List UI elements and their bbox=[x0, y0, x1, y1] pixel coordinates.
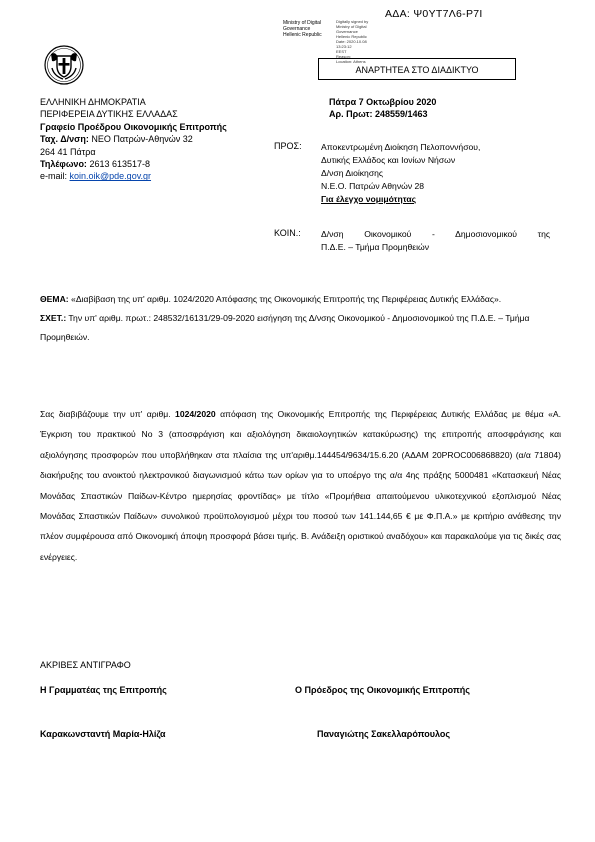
subject-block bbox=[40, 290, 561, 347]
ada-code: ΑΔΑ: Ψ0ΥΤ7Λ6-Ρ7Ι bbox=[385, 8, 483, 20]
country-name: ΕΛΛΗΝΙΚΗ ΔΗΜΟΚΡΑΤΙΑ bbox=[40, 97, 146, 107]
recipient-to-block bbox=[321, 141, 553, 206]
date-block bbox=[329, 96, 436, 121]
signature-detail: Reason: bbox=[336, 54, 351, 59]
signature-detail: 13:23:12 bbox=[336, 44, 352, 49]
cc-label: ΚΟΙΝ.: bbox=[274, 228, 301, 238]
recipient-line: Δ/νση Διοίκησης bbox=[321, 168, 384, 178]
posting-notice-box: ΑΝΑΡΤΗΤΕΑ ΣΤΟ ΔΙΑΔΙΚΤΥΟ bbox=[318, 58, 516, 80]
to-label: ΠΡΟΣ: bbox=[274, 141, 302, 151]
body-block bbox=[40, 404, 561, 567]
signature-detail: EEST bbox=[336, 49, 347, 54]
region-name: ΠΕΡΙΦΕΡΕΙΑ ΔΥΤΙΚΗΣ ΕΛΛΑΔΑΣ bbox=[40, 109, 178, 120]
secretary-title: Η Γραμματέας της Επιτροπής bbox=[40, 685, 167, 695]
signature-detail: Governance bbox=[336, 29, 358, 34]
postcode-line: 264 41 Πάτρα bbox=[40, 146, 96, 157]
signature-detail: Location: Athens bbox=[336, 59, 366, 64]
body-text: Σας διαβιβάζουμε την υπ' αριθμ. bbox=[40, 409, 176, 419]
secretary-name: Καρακωνσταντή Μαρία-Ηλίζα bbox=[40, 729, 166, 739]
email-label: e-mail: bbox=[40, 171, 70, 182]
recipient-line: Δυτικής Ελλάδος και Ιονίων Νήσων bbox=[321, 155, 456, 165]
signature-detail: Ministry of Digital bbox=[336, 24, 367, 29]
document-date: Πάτρα 7 Οκτωβρίου 2020 bbox=[329, 97, 437, 107]
phone-label: Τηλέφωνο: bbox=[40, 159, 87, 170]
reference-paragraph bbox=[40, 309, 561, 347]
address-label: Ταχ. Δ/νση: bbox=[40, 134, 89, 145]
subject-paragraph bbox=[40, 290, 561, 309]
hellenic-republic-emblem-icon bbox=[44, 45, 84, 85]
president-name: Παναγιώτης Σακελλαρόπουλος bbox=[317, 729, 451, 739]
reference-text: Την υπ' αριθμ. πρωτ.: 248532/16131/29-09-2020 εισήγηση της Δ/νσης Οικονομικού - Δημοσιονομικού της Π.Δ.Ε. – Τμήμα Προμηθειών. bbox=[40, 313, 530, 342]
reference-label: ΣΧΕΤ.: bbox=[40, 313, 67, 323]
president-title: Ο Πρόεδρος της Οικονομικής Επιτροπής bbox=[295, 685, 470, 695]
email-line bbox=[40, 170, 270, 182]
recipient-line: Αποκεντρωμένη Διοίκηση Πελοποννήσου, bbox=[321, 142, 481, 152]
true-copy-note: ΑΚΡΙΒΕΣ ΑΝΤΙΓΡΑΦΟ bbox=[40, 660, 131, 670]
recipient-line: Ν.Ε.Ο. Πατρών Αθηνών 28 bbox=[321, 181, 425, 191]
cc-line: Δ/νση Οικονομικού - Δημοσιονομικού της bbox=[321, 229, 550, 239]
signature-line: Governance bbox=[283, 26, 311, 32]
email-link[interactable]: koin.oik@pde.gov.gr bbox=[69, 171, 152, 182]
body-text: απόφαση της Οικονομικής Επιτροπής της Περιφέρειας Δυτικής Ελλάδας με θέμα «Α. Έγκριση του πρακτικού Νο 3 (αποσφράγιση και αξιολόγηση δικαιολογητικών κατακύρωσης) της επιτροπής αποσφράγισης και αξιολόγησης προσφορών που υποβλήθηκαν στα πλαίσια της υπ'αριθμ.144454/9634/15.6.20 (ΑΔΑΜ 20PROC006868820) (α/α 71804) διακήρυξης του ανοικτού ηλεκτρονικού διαγωνισμού κάτω των ορίων για το υποέργο της α/α 4ης πράξης 5000481 «Κατασκευή Νέας Μονάδας Σπαστικών Παίδων-Κέντρο ημερησίας φροντίδας» με τίτλο «Προμήθεια απαιτούμενου υλικοτεχνικού εξοπλισμού Νέας Μονάδας Σπαστικών Παίδων» συνολικού προϋπολογισμού μέχρι του ποσού των 141.144,65 € με Φ.Π.Α.» με κριτήριο ανάθεσης την πλέον συμφέρουσα από Οικονομική άποψη προσφορά βάσει τιμής. Β. Ανάδειξη οριστικού αναδόχου» και παρακαλούμε για τις δικές σας ενέργειες. bbox=[40, 409, 562, 562]
body-paragraph bbox=[40, 404, 561, 567]
signature-line: Hellenic Republic bbox=[283, 32, 322, 38]
address-line bbox=[40, 133, 270, 145]
attention-line: Για έλεγχο νομιμότητας bbox=[321, 194, 417, 204]
signature-detail: Hellenic Republic bbox=[336, 34, 367, 39]
office-name: Γραφείο Προέδρου Οικονομικής Επιτροπής bbox=[40, 121, 227, 132]
phone-line bbox=[40, 158, 270, 170]
signature-line: Ministry of Digital bbox=[283, 20, 322, 26]
signature-detail: Digitally signed by bbox=[336, 19, 369, 24]
subject-label: ΘΕΜΑ: bbox=[40, 294, 69, 304]
protocol-number: Αρ. Πρωτ: 248559/1463 bbox=[329, 109, 428, 120]
sender-block bbox=[40, 96, 270, 183]
recipient-cc-block bbox=[321, 228, 550, 254]
subject-text: «Διαβίβαση της υπ' αριθμ. 1024/2020 Απόφασης της Οικονομικής Επιτροπής της Περιφέρειας Δυτικής Ελλάδας». bbox=[68, 294, 502, 304]
decision-number: 1024/2020 bbox=[175, 409, 216, 419]
signature-detail: Date: 2020.10.08 bbox=[336, 39, 367, 44]
address-value: ΝΕΟ Πατρών-Αθηνών 32 bbox=[88, 134, 193, 145]
phone-value: 2613 613517-8 bbox=[86, 159, 150, 170]
cc-line: Π.Δ.Ε. – Τμήμα Προμηθειών bbox=[321, 242, 430, 252]
